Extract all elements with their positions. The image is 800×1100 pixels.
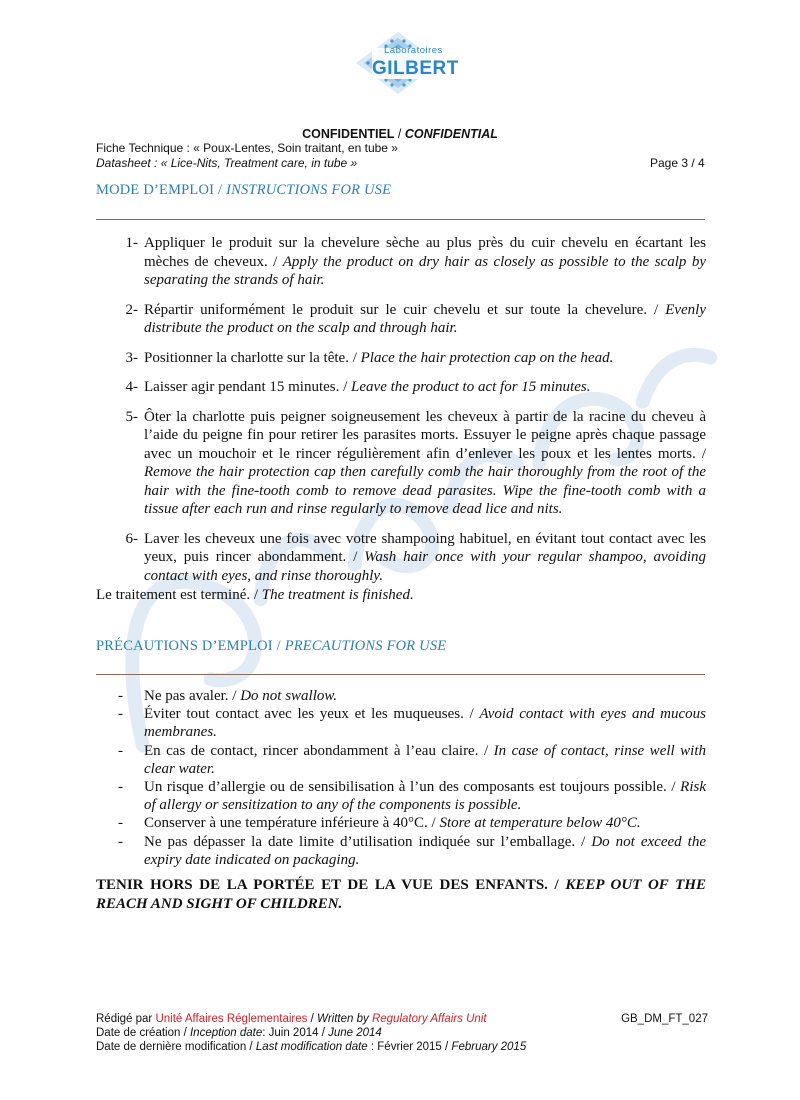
written-en-label: Written by bbox=[316, 1013, 372, 1025]
finished-fr: Le traitement est terminé. / bbox=[96, 587, 262, 603]
bullet-dash: - bbox=[118, 815, 123, 832]
page-number: Page 3 / 4 bbox=[650, 156, 705, 170]
precaution-fr: Conserver à une température inférieure à 40°C. / bbox=[144, 815, 440, 832]
written-en-value: Regulatory Affairs Unit bbox=[371, 1013, 487, 1025]
step-number: 3- bbox=[125, 349, 138, 366]
confidential-en: CONFIDENTIAL bbox=[404, 127, 498, 141]
document-code: GB_DM_FT_027 bbox=[621, 1013, 708, 1025]
step-en: Place the hair protection cap on the head. bbox=[360, 349, 614, 366]
treatment-finished bbox=[96, 587, 414, 604]
datasheet: Datasheet : « Lice-Nits, Treatment care, in tube » bbox=[96, 156, 358, 170]
precaution-fr: Éviter tout contact avec les yeux et les muqueuses. / bbox=[144, 706, 480, 723]
step-en: Remove the hair protection cap then carefully comb the hair thoroughly from the root of the hair with the fine-tooth comb to remove dead parasites. Wipe the fine-tooth comb with a tissue after each run and rinse regularly to remove dead lice and nits. bbox=[144, 464, 706, 517]
step-en: Evenly distribute the product on the scalp and through hair. bbox=[144, 301, 706, 336]
written-fr-value: Unité Affaires Réglementaires bbox=[155, 1013, 308, 1025]
created-en-label: Inception date bbox=[189, 1026, 263, 1039]
list-item bbox=[96, 301, 706, 338]
modified-en-value: February 2015 bbox=[451, 1040, 527, 1053]
step-number: 5- bbox=[125, 408, 138, 425]
step-fr: Laisser agir pendant 15 minutes. / bbox=[144, 379, 352, 395]
list-item bbox=[96, 705, 706, 741]
bullet-dash: - bbox=[118, 706, 123, 723]
list-item bbox=[96, 234, 706, 290]
children-warning bbox=[96, 876, 706, 913]
step-en: Apply the product on dry hair as closely as possible to the scalp by separating the strands of hair. bbox=[144, 253, 706, 288]
list-item bbox=[96, 814, 706, 832]
step-en: Leave the product to act for 15 minutes. bbox=[351, 379, 591, 395]
step-fr: Appliquer le produit sur la chevelure sèche au plus près du cuir chevelu en écartant les mèches de cheveux. / bbox=[144, 235, 706, 270]
list-item bbox=[96, 349, 706, 368]
list-item bbox=[96, 378, 706, 397]
precaution-en: Store at temperature below 40°C. bbox=[439, 815, 641, 832]
modified-en-label: Last modification date bbox=[255, 1040, 368, 1053]
created-fr-label: Date de création / bbox=[96, 1026, 190, 1039]
step-number: 6- bbox=[125, 530, 138, 547]
precaution-fr: Ne pas dépasser la date limite d’utilisation indiquée sur l’emballage. / bbox=[144, 833, 592, 850]
fiche-technique: Fiche Technique : « Poux-Lentes, Soin traitant, en tube » bbox=[96, 141, 398, 155]
list-item bbox=[96, 742, 706, 778]
footer-modification-date bbox=[96, 1041, 708, 1055]
instructions-heading-fr: MODE D’EMPLOI / bbox=[96, 182, 227, 198]
precaution-fr: En cas de contact, rincer abondamment à l’eau claire. / bbox=[144, 742, 494, 759]
created-fr-value: : Juin 2014 / bbox=[262, 1026, 329, 1039]
precautions-heading bbox=[96, 638, 446, 655]
bullet-dash: - bbox=[118, 779, 123, 796]
precautions-heading-fr: PRÉCAUTIONS D’EMPLOI / bbox=[96, 638, 285, 654]
list-item bbox=[96, 833, 706, 869]
bullet-dash: - bbox=[118, 742, 123, 759]
precaution-en: Do not exceed the expiry date indicated on packaging. bbox=[144, 833, 706, 868]
document-footer bbox=[96, 1013, 708, 1054]
precaution-fr: Ne pas avaler. / bbox=[144, 688, 241, 704]
confidential-label bbox=[0, 127, 800, 141]
footer-written-by bbox=[96, 1013, 708, 1027]
logo-line1: Laboratoires bbox=[384, 45, 443, 56]
instructions-list bbox=[96, 234, 706, 596]
step-en: Wash hair once with your regular shampoo, avoiding contact with eyes, and rinse thoroughly. bbox=[144, 549, 707, 584]
list-item bbox=[96, 408, 706, 519]
bullet-dash: - bbox=[118, 833, 123, 850]
instructions-heading bbox=[96, 182, 391, 199]
precaution-en: In case of contact, rinse well with clear water. bbox=[144, 742, 706, 777]
section-divider bbox=[96, 219, 705, 220]
section-divider bbox=[96, 674, 705, 675]
precaution-en: Do not swallow. bbox=[240, 688, 338, 704]
instructions-heading-en: INSTRUCTIONS FOR USE bbox=[226, 182, 392, 198]
precaution-en: Risk of allergy or sensitization to any of the components is possible. bbox=[144, 779, 706, 814]
precaution-en: Avoid contact with eyes and mucous membranes. bbox=[144, 706, 706, 741]
modified-fr-value: : Février 2015 / bbox=[367, 1040, 452, 1053]
precautions-heading-en: PRECAUTIONS FOR USE bbox=[284, 638, 447, 654]
warning-en: KEEP OUT OF THE REACH AND SIGHT OF CHILDREN. bbox=[96, 877, 706, 912]
step-fr: Répartir uniformément le produit sur le cuir chevelu et sur toute la chevelure. / bbox=[144, 301, 666, 318]
step-number: 4- bbox=[125, 379, 138, 395]
footer-inception-date bbox=[96, 1027, 708, 1041]
created-en-value: June 2014 bbox=[328, 1026, 382, 1039]
confidential-fr: CONFIDENTIEL bbox=[302, 127, 395, 141]
modified-fr-label: Date de dernière modification / bbox=[96, 1040, 256, 1053]
list-item bbox=[96, 687, 706, 705]
precaution-fr: Un risque d’allergie ou de sensibilisation à l’un des composants est toujours possible. / bbox=[144, 779, 681, 796]
step-fr: Ôter la charlotte puis peigner soigneusement les cheveux à partir de la racine du cheveu à l’aide du peigne fin pour retirer les parasites morts. Essuyer le peigne après chaque passage avec un mouchoir et le rincer régulièrement afin d’enlever les poux et les lentes morts. / bbox=[144, 408, 706, 462]
written-fr-label: Rédigé par bbox=[96, 1013, 156, 1025]
step-fr: Laver les cheveux une fois avec votre shampooing habituel, en évitant tout contact avec les yeux, puis rincer abondamment. / bbox=[144, 530, 706, 565]
written-sep: / bbox=[307, 1013, 317, 1025]
warning-fr: TENIR HORS DE LA PORTÉE ET DE LA VUE DES ENFANTS. / bbox=[96, 877, 566, 893]
step-fr: Positionner la charlotte sur la tête. / bbox=[144, 349, 361, 366]
step-number: 2- bbox=[125, 301, 138, 318]
list-item bbox=[96, 530, 706, 586]
logo-line2: GILBERT bbox=[372, 58, 459, 79]
bullet-dash: - bbox=[118, 688, 123, 704]
precautions-list bbox=[96, 687, 706, 869]
confidential-sep: / bbox=[394, 127, 405, 141]
step-number: 1- bbox=[125, 235, 138, 251]
finished-en: The treatment is finished. bbox=[261, 587, 414, 603]
list-item bbox=[96, 778, 706, 814]
